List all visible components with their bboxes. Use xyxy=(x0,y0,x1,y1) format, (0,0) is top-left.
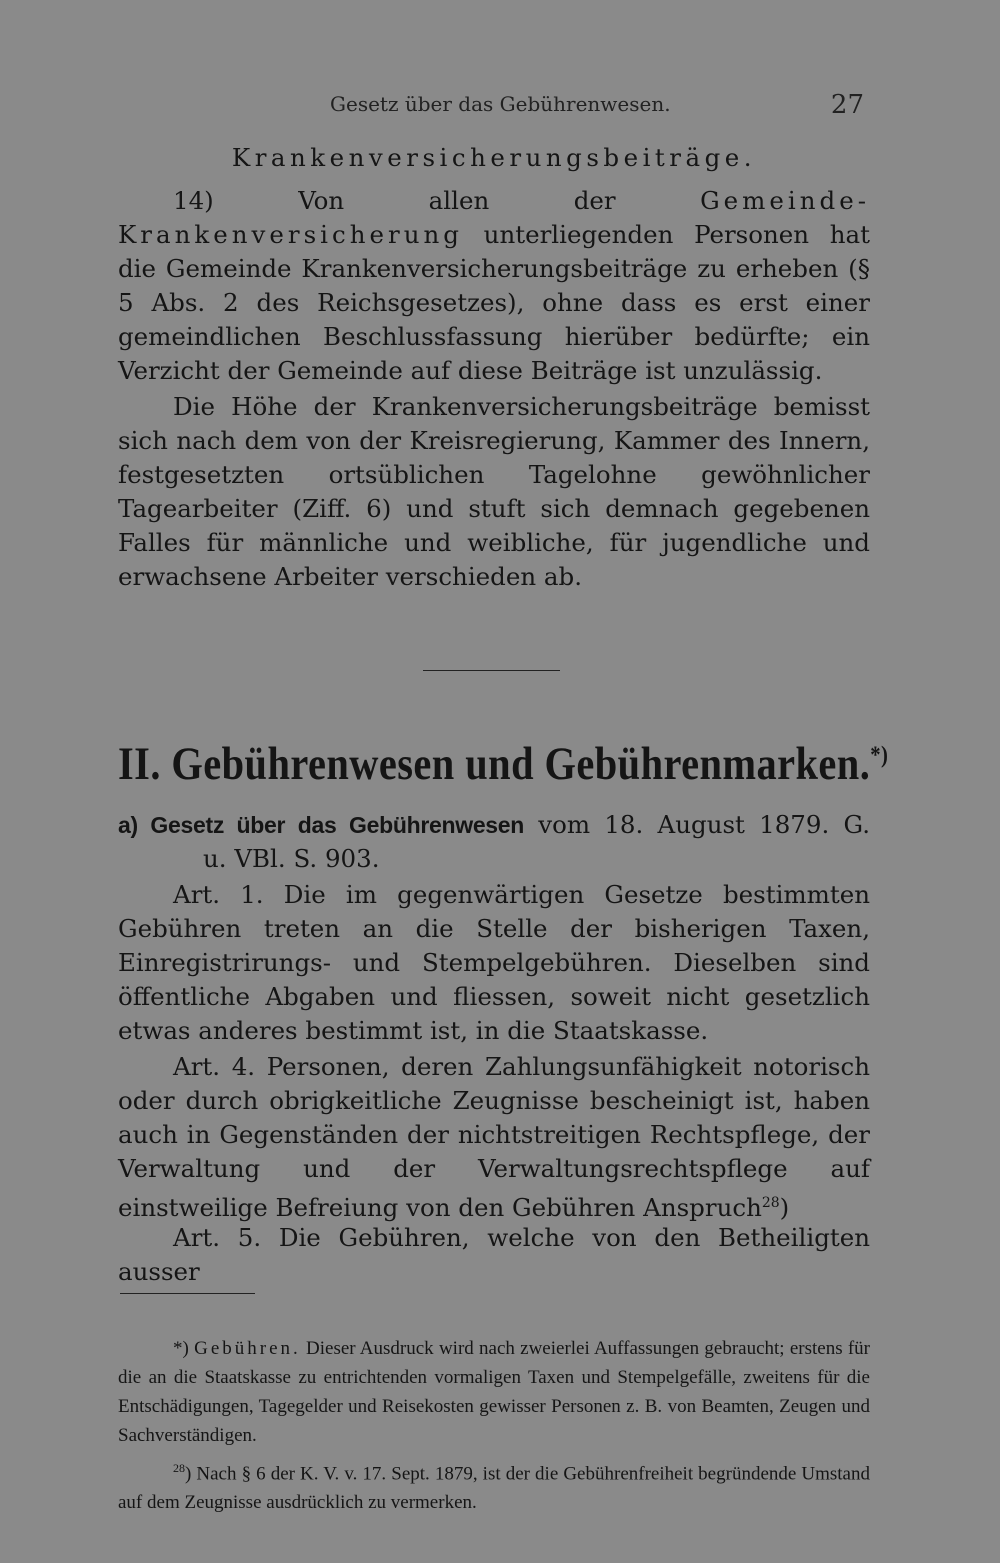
footnote-28-mark: 28 xyxy=(173,1461,185,1475)
article-4-text: Art. 4. Personen, deren Zahlungsunfähigkeit notorisch oder durch obrigkeitliche Zeugnisse bescheinigt ist, haben auch in Gegenständen der nichtstreitigen Rechtspflege, der Verwaltung und der Verwaltungsrechtspflege auf einstweilige Befreiung von den Gebühren Anspruch xyxy=(118,1052,870,1223)
footnote-ref-close: ) xyxy=(779,1193,790,1223)
footnote-star-mark: *) xyxy=(173,1338,195,1359)
footnote-ref-28: 28 xyxy=(761,1195,780,1211)
para-text: unterliegenden Personen hat die Gemeinde Krankenversicherungsbeiträge zu erheben (§ 5 Abs. 2 des Reichsgesetzes), ohne dass es erst einer gemeindlichen Beschlussfassung hierüber bedürfte; ein Verzicht der Gemeinde auf diese Beiträge ist unzulässig. xyxy=(118,220,870,385)
footnote-star-text: Dieser Ausdruck wird nach zweierlei Auffassungen gebraucht; erstens für die an die Staatskasse zu entrichtenden vormaligen Taxen und Stempelgefälle, zweitens für die Entschädigungen, Tagegelder und Reisekosten gewisser Personen z. B. von Beamten, Zeugen und Sachverständigen. xyxy=(118,1338,871,1446)
article-5: Art. 5. Die Gebühren, welche von den Betheiligten ausser xyxy=(118,1223,870,1286)
page-number: 27 xyxy=(830,90,864,120)
para-number: 14) Von allen der xyxy=(173,186,701,215)
law-title-date: vom 18. August 1879. G. xyxy=(524,810,870,839)
footnote-28 xyxy=(118,1454,870,1517)
section-divider xyxy=(423,670,560,671)
footnote-star-term: Gebühren. xyxy=(194,1338,301,1359)
footnote-divider xyxy=(120,1293,255,1294)
page-header xyxy=(120,90,870,122)
law-title-bold: a) Gesetz über das Gebührenwesen xyxy=(118,812,525,838)
paragraph-beitragshoehe: Die Höhe der Krankenversicherungsbeiträge bemisst sich nach dem von der Kreisregierung, Kammer des Innern, festgesetzten ortsüblichen Tagelohne gewöhnlicher Tagearbeiter (Ziff. 6) und stuft sich demnach gegebenen Falles für männliche und weibliche, für jugendliche und erwachsene Arbeiter verschieden ab. xyxy=(118,392,870,591)
article-4 xyxy=(118,1050,870,1225)
section-title xyxy=(118,737,889,791)
law-title xyxy=(118,808,870,876)
footnote-star xyxy=(118,1334,870,1450)
footnote-mark: *) xyxy=(870,742,889,769)
article-1: Art. 1. Die im gegenwärtigen Gesetze bestimmten Gebühren treten an die Stelle der bisherigen Taxen, Einregistrirungs- und Stempelgebühren. Dieselben sind öffentliche Abgaben und fliessen, soweit nicht gesetzlich etwas anderes bestimmt ist, in die Staatskasse. xyxy=(118,880,870,1045)
section-title-text: II. Gebührenwesen und Gebührenmarken. xyxy=(118,738,871,790)
footnote-28-text: ) Nach § 6 der K. V. v. 17. Sept. 1879, ist der die Gebührenfreiheit begründende Umstand auf dem Zeugnisse ausdrücklich zu vermerken. xyxy=(118,1463,870,1514)
subheading-krankenversicherung: Krankenversicherungsbeiträge. xyxy=(231,143,757,172)
law-title-line1 xyxy=(118,808,870,842)
running-title: Gesetz über das Gebührenwesen. xyxy=(330,92,671,116)
paragraph-14 xyxy=(118,184,870,388)
law-title-line2: u. VBl. S. 903. xyxy=(203,844,380,873)
spaced-term: Gemeinde-Krankenversicherung xyxy=(118,186,870,249)
